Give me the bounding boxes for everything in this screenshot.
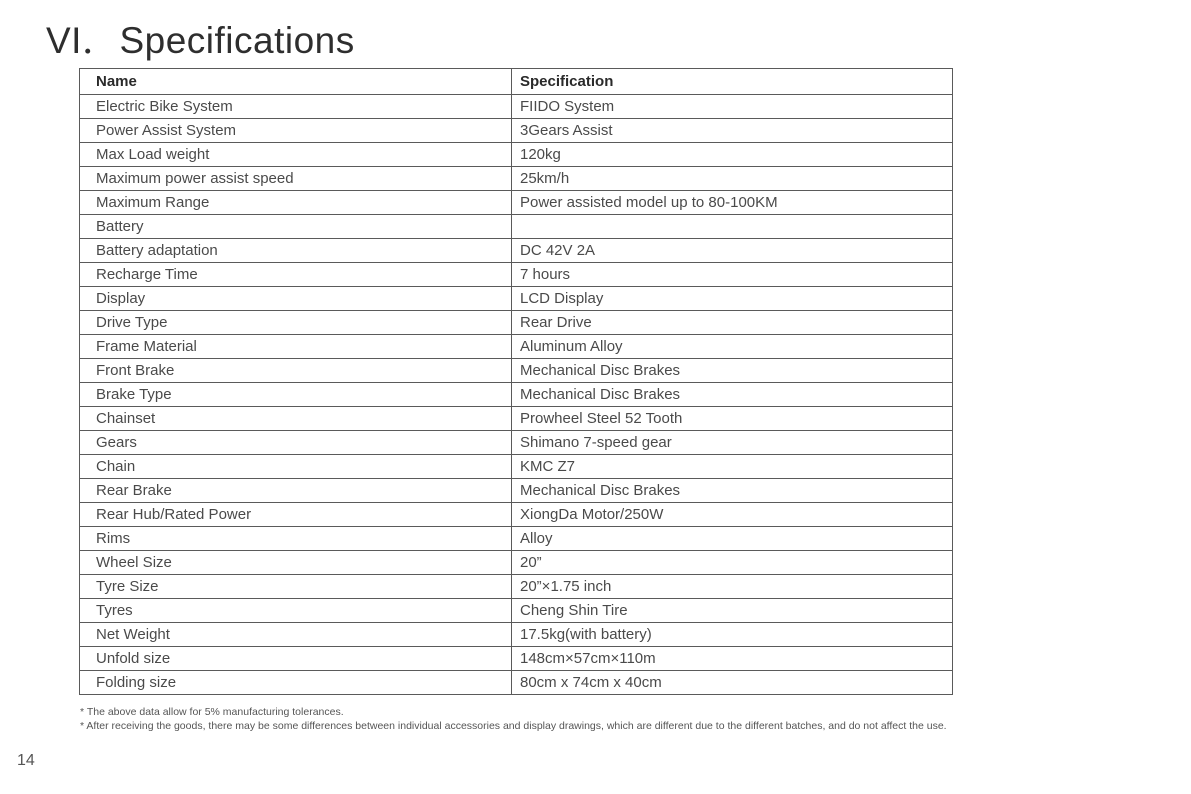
table-row bbox=[80, 599, 953, 623]
spec-name-cell: Gears bbox=[80, 431, 512, 455]
spec-value-cell: Mechanical Disc Brakes bbox=[512, 359, 953, 383]
spec-value-cell: Aluminum Alloy bbox=[512, 335, 953, 359]
table-row bbox=[80, 407, 953, 431]
table-row bbox=[80, 455, 953, 479]
table-row bbox=[80, 191, 953, 215]
table-row bbox=[80, 503, 953, 527]
spec-value-cell: Alloy bbox=[512, 527, 953, 551]
spec-name-cell: Tyres bbox=[80, 599, 512, 623]
spec-name-cell: Display bbox=[80, 287, 512, 311]
spec-value-cell: 20” bbox=[512, 551, 953, 575]
footnote-differences: * After receiving the goods, there may be some differences between individual accessories and display drawings, which are different due to the different batches, and do not affect the use. bbox=[80, 720, 947, 732]
page-title: VI．Specifications bbox=[46, 20, 355, 61]
spec-name-cell: Electric Bike System bbox=[80, 95, 512, 119]
table-row bbox=[80, 263, 953, 287]
spec-value-cell: Mechanical Disc Brakes bbox=[512, 383, 953, 407]
spec-name-cell: Maximum Range bbox=[80, 191, 512, 215]
table-row bbox=[80, 359, 953, 383]
specifications-body bbox=[80, 95, 953, 695]
spec-name-cell: Drive Type bbox=[80, 311, 512, 335]
table-row bbox=[80, 623, 953, 647]
page-number: 14 bbox=[17, 752, 35, 769]
spec-name-cell: Power Assist System bbox=[80, 119, 512, 143]
spec-value-cell bbox=[512, 215, 953, 239]
footnotes bbox=[80, 705, 947, 733]
table-row bbox=[80, 287, 953, 311]
spec-name-cell: Recharge Time bbox=[80, 263, 512, 287]
spec-value-cell: 80cm x 74cm x 40cm bbox=[512, 671, 953, 695]
table-row bbox=[80, 239, 953, 263]
spec-value-cell: XiongDa Motor/250W bbox=[512, 503, 953, 527]
table-row bbox=[80, 167, 953, 191]
spec-value-cell: 20”×1.75 inch bbox=[512, 575, 953, 599]
spec-name-cell: Rear Hub/Rated Power bbox=[80, 503, 512, 527]
spec-name-cell: Max Load weight bbox=[80, 143, 512, 167]
spec-value-cell: 25km/h bbox=[512, 167, 953, 191]
spec-value-cell: Prowheel Steel 52 Tooth bbox=[512, 407, 953, 431]
table-row bbox=[80, 671, 953, 695]
table-row bbox=[80, 119, 953, 143]
spec-value-cell: FIIDO System bbox=[512, 95, 953, 119]
header-name: Name bbox=[80, 69, 512, 95]
spec-name-cell: Frame Material bbox=[80, 335, 512, 359]
spec-value-cell: Cheng Shin Tire bbox=[512, 599, 953, 623]
spec-name-cell: Battery bbox=[80, 215, 512, 239]
footnote-tolerance: * The above data allow for 5% manufacturing tolerances. bbox=[80, 706, 344, 718]
table-row bbox=[80, 383, 953, 407]
spec-value-cell: 148cm×57cm×110m bbox=[512, 647, 953, 671]
spec-name-cell: Chainset bbox=[80, 407, 512, 431]
spec-value-cell: KMC Z7 bbox=[512, 455, 953, 479]
spec-name-cell: Chain bbox=[80, 455, 512, 479]
spec-value-cell: 120kg bbox=[512, 143, 953, 167]
table-row bbox=[80, 215, 953, 239]
table-row bbox=[80, 311, 953, 335]
table-row bbox=[80, 335, 953, 359]
table-row bbox=[80, 647, 953, 671]
spec-value-cell: LCD Display bbox=[512, 287, 953, 311]
spec-value-cell: Mechanical Disc Brakes bbox=[512, 479, 953, 503]
spec-value-cell: DC 42V 2A bbox=[512, 239, 953, 263]
spec-name-cell: Wheel Size bbox=[80, 551, 512, 575]
header-specification: Specification bbox=[512, 69, 953, 95]
table-row bbox=[80, 551, 953, 575]
spec-value-cell: 17.5kg(with battery) bbox=[512, 623, 953, 647]
table-row bbox=[80, 143, 953, 167]
spec-name-cell: Rear Brake bbox=[80, 479, 512, 503]
table-row bbox=[80, 479, 953, 503]
spec-value-cell: 7 hours bbox=[512, 263, 953, 287]
table-row bbox=[80, 527, 953, 551]
spec-name-cell: Folding size bbox=[80, 671, 512, 695]
spec-value-cell: 3Gears Assist bbox=[512, 119, 953, 143]
spec-name-cell: Maximum power assist speed bbox=[80, 167, 512, 191]
table-header-row bbox=[80, 69, 953, 95]
table-row bbox=[80, 431, 953, 455]
spec-name-cell: Front Brake bbox=[80, 359, 512, 383]
spec-name-cell: Brake Type bbox=[80, 383, 512, 407]
specifications-table bbox=[79, 68, 953, 695]
spec-value-cell: Rear Drive bbox=[512, 311, 953, 335]
spec-name-cell: Unfold size bbox=[80, 647, 512, 671]
spec-name-cell: Net Weight bbox=[80, 623, 512, 647]
table-row bbox=[80, 95, 953, 119]
spec-value-cell: Shimano 7-speed gear bbox=[512, 431, 953, 455]
table-row bbox=[80, 575, 953, 599]
spec-name-cell: Battery adaptation bbox=[80, 239, 512, 263]
spec-name-cell: Rims bbox=[80, 527, 512, 551]
spec-value-cell: Power assisted model up to 80-100KM bbox=[512, 191, 953, 215]
spec-name-cell: Tyre Size bbox=[80, 575, 512, 599]
